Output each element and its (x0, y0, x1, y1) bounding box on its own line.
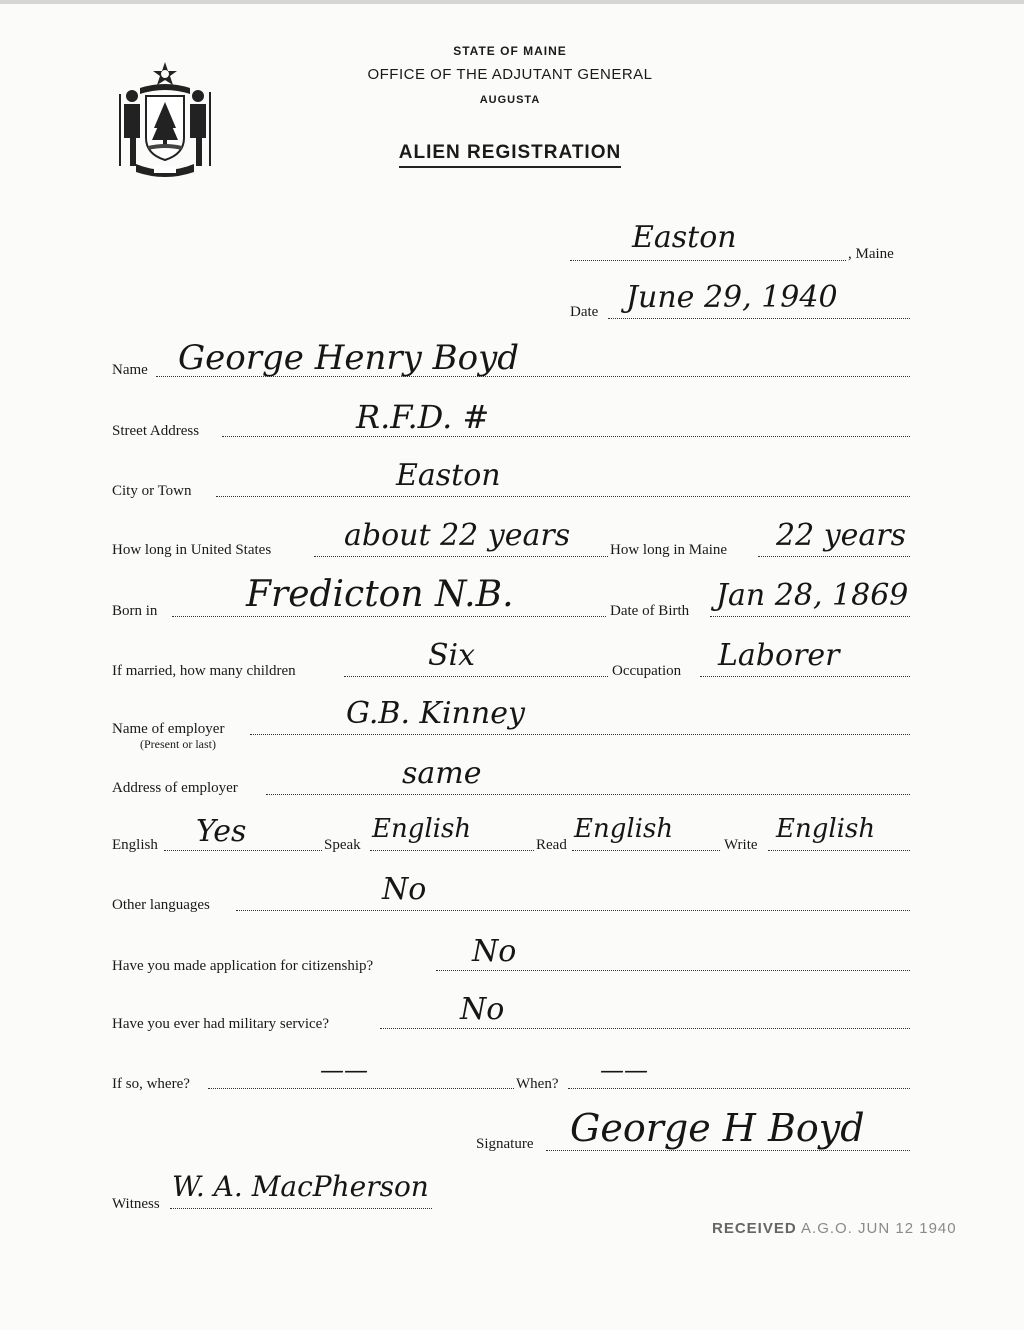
read-line (572, 850, 720, 851)
street-line (222, 436, 910, 437)
employer-label: Name of employer (112, 721, 225, 737)
place-suffix: , Maine (848, 246, 894, 262)
english-value: Yes (196, 814, 247, 849)
employer-address-value: same (402, 756, 482, 791)
other-languages-label: Other languages (112, 897, 210, 913)
city-value: Easton (396, 458, 501, 493)
read-value: English (574, 814, 674, 844)
place-line (570, 260, 846, 261)
received-stamp: RECEIVED A.G.O. JUN 12 1940 (712, 1220, 957, 1237)
years-us-line (314, 556, 608, 557)
employer-address-label: Address of employer (112, 780, 238, 796)
born-label: Born in (112, 603, 158, 619)
employer-value: G.B. Kinney (346, 696, 525, 731)
occupation-line (700, 676, 910, 677)
employer-sublabel: (Present or last) (140, 737, 216, 751)
read-label: Read (536, 837, 567, 853)
signature-line (546, 1150, 910, 1151)
speak-line (370, 850, 534, 851)
when-line (568, 1088, 910, 1089)
city-heading: AUGUSTA (479, 94, 541, 106)
date-line (608, 318, 910, 319)
when-label: When? (516, 1076, 559, 1092)
signature-value: George H Boyd (570, 1106, 865, 1150)
children-label: If married, how many children (112, 663, 296, 679)
street-value: R.F.D. # (356, 398, 490, 436)
employer-address-line (266, 794, 910, 795)
where-label: If so, where? (112, 1076, 190, 1092)
write-line (768, 850, 910, 851)
occupation-label: Occupation (612, 663, 682, 679)
military-line (380, 1028, 910, 1029)
write-value: English (776, 814, 876, 844)
form-title: ALIEN REGISTRATION (300, 142, 720, 164)
name-label: Name (112, 362, 148, 378)
children-line (344, 676, 608, 677)
occupation-value: Laborer (718, 638, 840, 673)
when-value: —— (600, 1056, 648, 1084)
dob-value: Jan 28, 1869 (716, 578, 909, 613)
years-maine-line (758, 556, 910, 557)
write-label: Write (724, 837, 758, 853)
years-us-label: How long in United States (112, 542, 272, 558)
city-line (216, 496, 910, 497)
other-languages-line (236, 910, 910, 911)
english-line (164, 850, 322, 851)
years-maine-value: 22 years (776, 518, 907, 553)
citizenship-label: Have you made application for citizenship? (112, 958, 374, 974)
where-line (208, 1088, 514, 1089)
speak-label: Speak (324, 837, 361, 853)
street-label: Street Address (112, 423, 200, 439)
date-label: Date (570, 304, 599, 320)
signature-label: Signature (476, 1136, 534, 1152)
date-value: June 29, 1940 (626, 280, 838, 315)
maine-state-seal-icon (110, 58, 220, 180)
state-heading: STATE OF MAINE (453, 44, 567, 58)
office-heading: OFFICE OF THE ADJUTANT GENERAL (367, 66, 653, 83)
military-value: No (460, 992, 505, 1027)
other-languages-value: No (382, 872, 427, 907)
english-label: English (112, 837, 158, 853)
scan-edge (0, 0, 1024, 4)
military-label: Have you ever had military service? (112, 1016, 329, 1032)
citizenship-value: No (472, 934, 517, 969)
witness-line (170, 1208, 432, 1209)
witness-label: Witness (112, 1196, 160, 1212)
born-line (172, 616, 606, 617)
witness-value: W. A. MacPherson (172, 1170, 429, 1203)
name-value: George Henry Boyd (178, 338, 520, 378)
place-value: Easton (632, 220, 737, 255)
children-value: Six (428, 638, 476, 673)
speak-value: English (372, 814, 472, 844)
years-maine-label: How long in Maine (610, 542, 728, 558)
born-value: Fredicton N.B. (246, 574, 514, 615)
where-value: —— (320, 1056, 368, 1084)
city-label: City or Town (112, 483, 192, 499)
dob-line (710, 616, 910, 617)
years-us-value: about 22 years (344, 518, 571, 553)
dob-label: Date of Birth (610, 603, 690, 619)
citizenship-line (436, 970, 910, 971)
employer-line (250, 734, 910, 735)
